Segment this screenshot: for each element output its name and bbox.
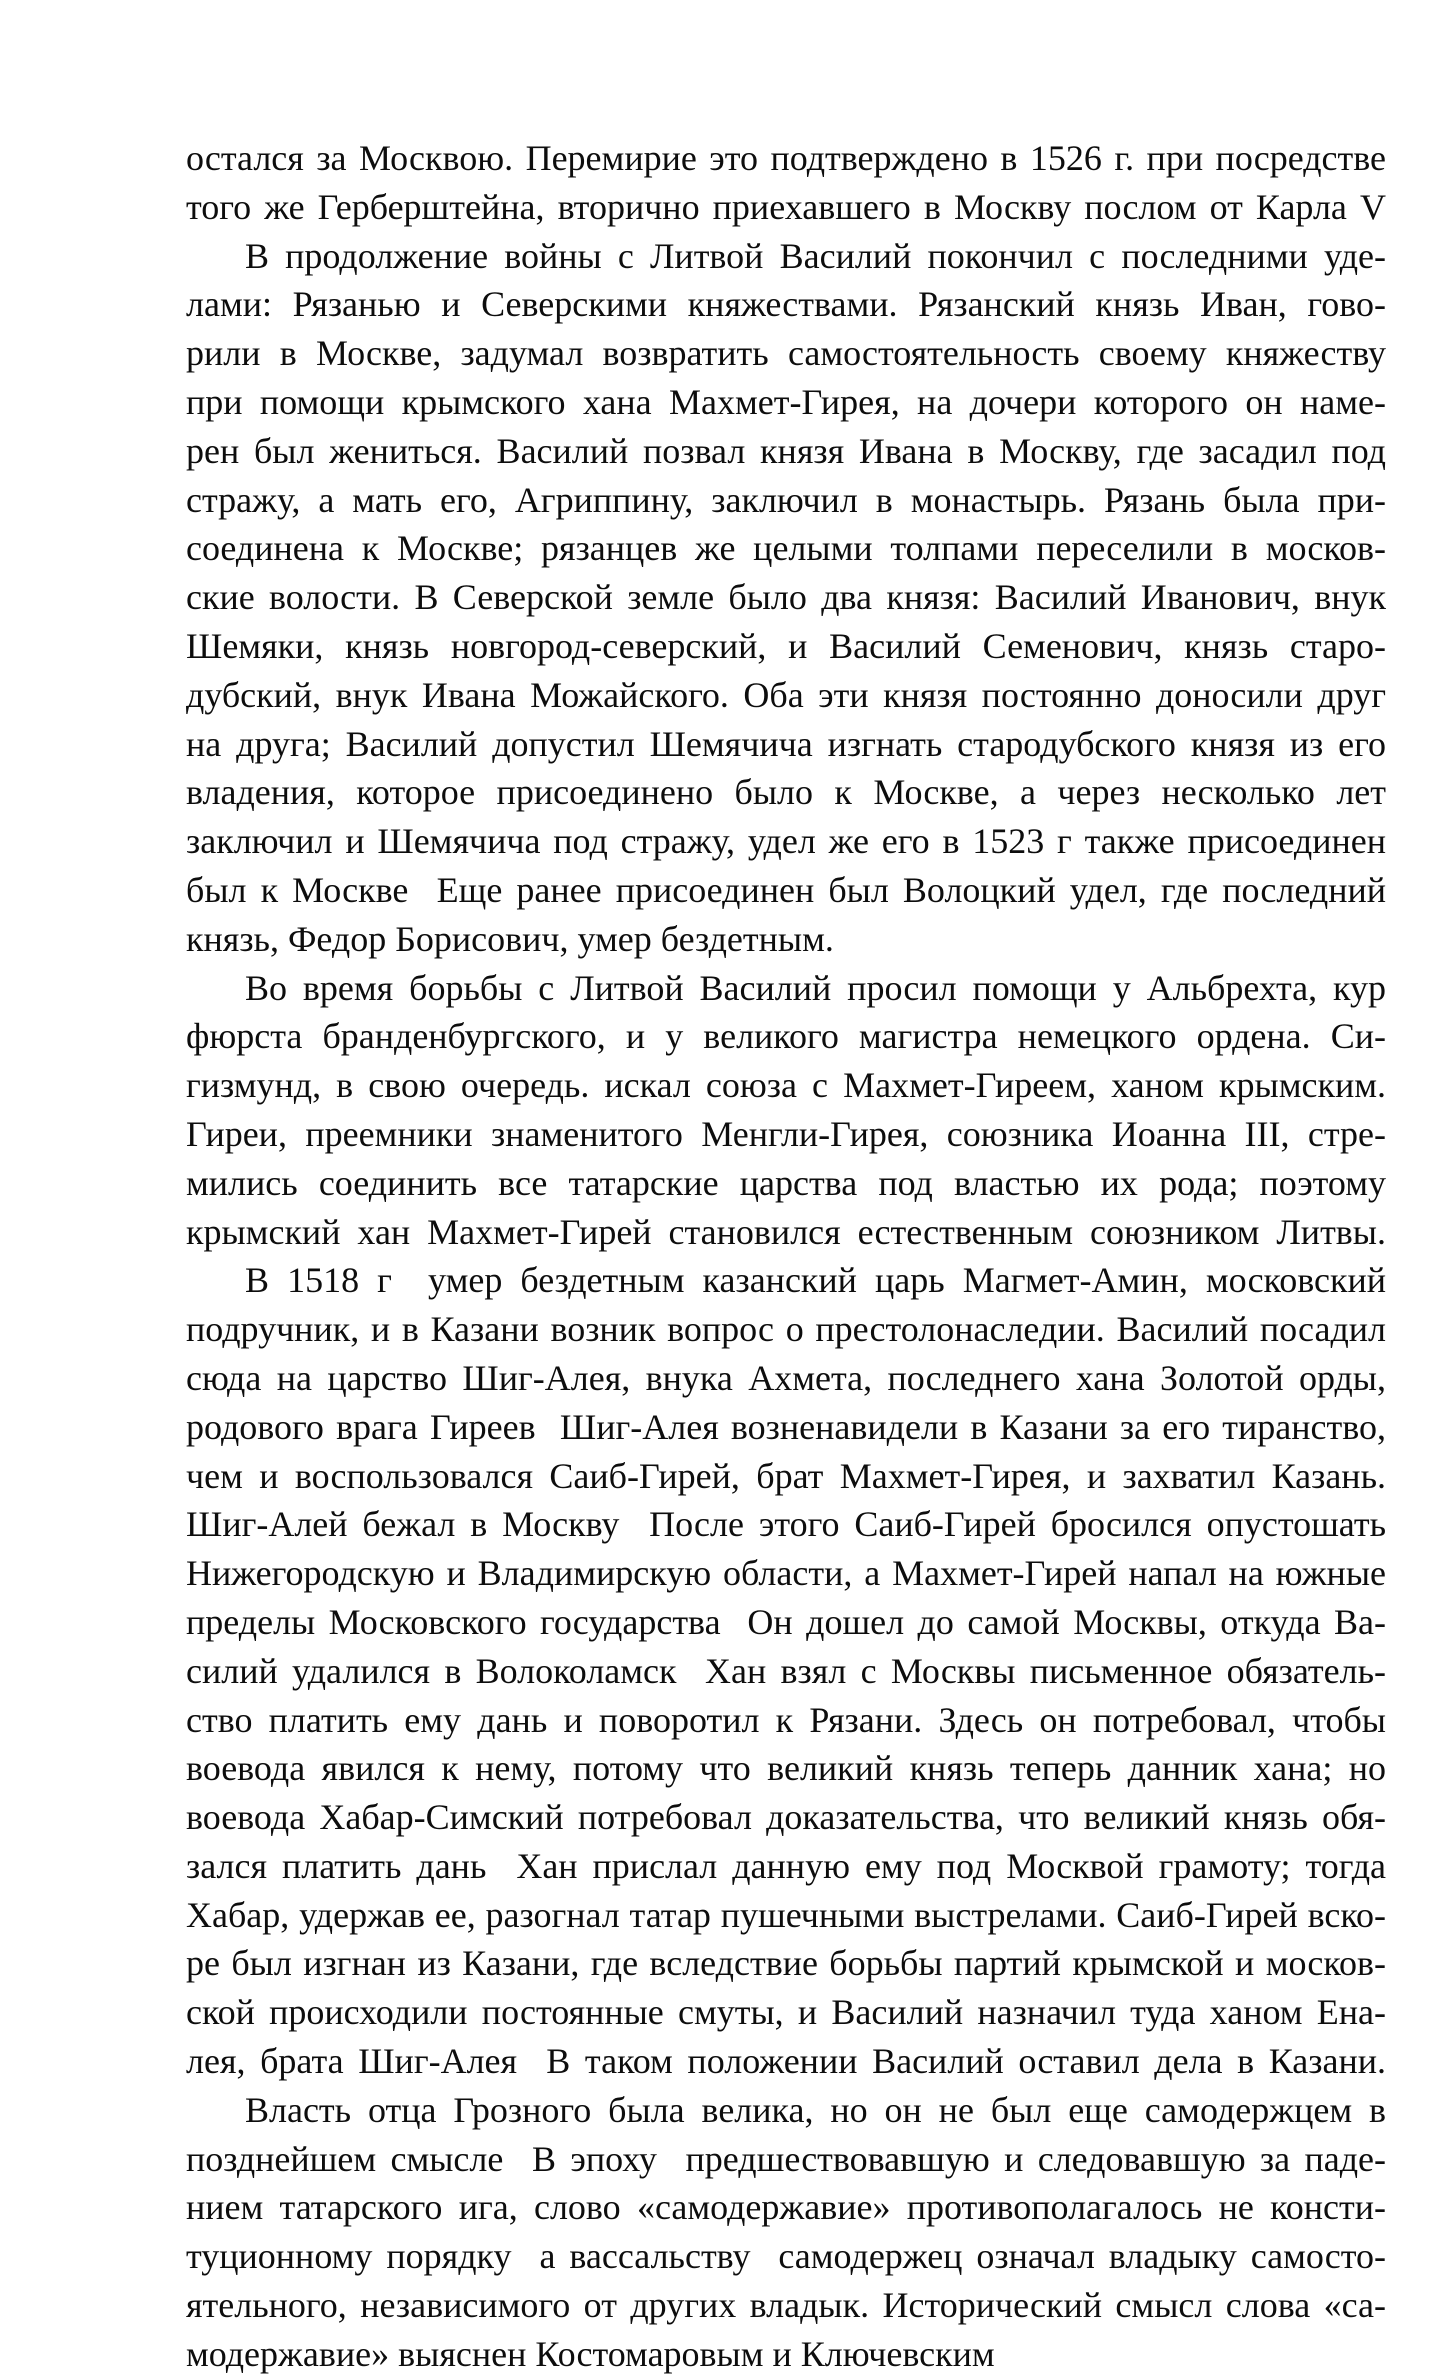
text-line: владения, которое присоединено было к Москве, а через несколько лет: [186, 772, 1386, 813]
paragraph: [186, 232, 1386, 964]
text-line: был к Москве Еще ранее присоединен был Волоцкий удел, где последний: [186, 869, 1386, 910]
text-line: ской происходили постоянные смуты, и Василий назначил туда ханом Ена-: [186, 1992, 1386, 2033]
text-line: воевода Хабар-Симский потребовал доказательства, что великий князь обя-: [186, 1797, 1386, 1838]
text-line: стражу, а мать его, Агриппину, заключил в монастырь. Рязань была при-: [186, 479, 1386, 520]
text-line: чем и воспользовался Саиб-Гирей, брат Махмет-Гирея, и захватил Казань.: [186, 1455, 1386, 1496]
text-line: подручник, и в Казани возник вопрос о престолонаследии. Василий посадил: [186, 1309, 1386, 1350]
page-text: [186, 134, 1386, 2379]
text-line: рен был жениться. Василий позвал князя Ивана в Москву, где засадил под: [186, 430, 1386, 471]
text-line: нием татарского ига, слово «самодержавие» противополагалось не консти-: [186, 2187, 1386, 2228]
text-line: лея, брата Шиг-Алея В таком положении Василий оставил дела в Казани.: [186, 2041, 1386, 2082]
text-line: крымский хан Махмет-Гирей становился естественным союзником Литвы.: [186, 1211, 1386, 1252]
text-line: гизмунд, в свою очередь. искал союза с Махмет-Гиреем, ханом крымским.: [186, 1065, 1386, 1106]
text-line: пределы Московского государства Он дошел до самой Москвы, откуда Ва-: [186, 1601, 1386, 1642]
text-line: Гиреи, преемники знаменитого Менгли-Гирея, союзника Иоанна III, стре-: [186, 1113, 1386, 1154]
text-line: ятельного, независимого от других владык. Исторический смысл слова «са-: [186, 2285, 1386, 2326]
text-line: сюда на царство Шиг-Алея, внука Ахмета, последнего хана Золотой орды,: [186, 1357, 1386, 1398]
text-line: лами: Рязанью и Северскими княжествами. Рязанский князь Иван, гово-: [186, 284, 1386, 325]
paragraph: [186, 2086, 1386, 2379]
text-line: Нижегородскую и Владимирскую области, а Махмет-Гирей напал на южные: [186, 1553, 1386, 1594]
text-line: при помощи крымского хана Махмет-Гирея, на дочери которого он наме-: [186, 381, 1386, 422]
text-line: ре был изгнан из Казани, где вследствие борьбы партий крымской и москов-: [186, 1943, 1386, 1984]
text-line: зался платить дань Хан прислал данную ему под Москвой грамоту; тогда: [186, 1845, 1386, 1886]
text-line: остался за Москвою. Перемирие это подтверждено в 1526 г. при посредстве: [186, 138, 1386, 178]
text-line: того же Герберштейна, вторично приехавшего в Москву послом от Карла V: [186, 186, 1386, 227]
text-line: модержавие» выяснен Костомаровым и Ключевским: [186, 2333, 995, 2374]
text-line: на друга; Василий допустил Шемячича изгнать стародубского князя из его: [186, 723, 1386, 764]
text-line: соединена к Москве; рязанцев же целыми толпами переселили в москов-: [186, 528, 1386, 569]
text-line: Во время борьбы с Литвой Василий просил помощи у Альбрехта, кур: [245, 967, 1386, 1008]
text-line: воевода явился к нему, потому что великий князь теперь данник хана; но: [186, 1748, 1386, 1789]
text-line: ство платить ему дань и поворотил к Рязани. Здесь он потребовал, чтобы: [186, 1699, 1386, 1740]
text-line: рили в Москве, задумал возвратить самостоятельность своему княжеству: [186, 333, 1386, 374]
text-line: В 1518 г умер бездетным казанский царь Магмет-Амин, московский: [245, 1260, 1386, 1301]
text-line: мились соединить все татарские царства под властью их рода; поэтому: [186, 1162, 1386, 1203]
text-line: Хабар, удержав ее, разогнал татар пушечными выстрелами. Саиб-Гирей вско-: [186, 1894, 1386, 1935]
paragraph: [186, 1256, 1386, 2086]
text-line: фюрста бранденбургского, и у великого магистра немецкого ордена. Си-: [186, 1016, 1386, 1057]
paragraph: [186, 134, 1386, 232]
text-line: силий удалился в Волоколамск Хан взял с Москвы письменное обязатель-: [186, 1650, 1386, 1691]
text-line: туционному порядку а вассальству самодержец означал владыку самосто-: [186, 2236, 1386, 2277]
paragraph: [186, 964, 1386, 1257]
text-line: заключил и Шемячича под стражу, удел же его в 1523 г также присоединен: [186, 821, 1386, 862]
text-line: князь, Федор Борисович, умер бездетным.: [186, 918, 834, 959]
text-line: позднейшем смысле В эпоху предшествовавшую и следовавшую за паде-: [186, 2138, 1386, 2179]
text-line: Шиг-Алей бежал в Москву После этого Саиб-Гирей бросился опустошать: [186, 1504, 1386, 1545]
text-line: Шемяки, князь новгород-северский, и Василий Семенович, князь старо-: [186, 625, 1386, 666]
text-line: ские волости. В Северской земле было два князя: Василий Иванович, внук: [186, 577, 1386, 618]
text-line: Власть отца Грозного была велика, но он не был еще самодержцем в: [245, 2089, 1386, 2130]
text-line: дубский, внук Ивана Можайского. Оба эти князя постоянно доносили друг: [186, 674, 1386, 715]
text-line: родового врага Гиреев Шиг-Алея возненавидели в Казани за его тиранство,: [186, 1406, 1386, 1447]
text-line: В продолжение войны с Литвой Василий покончил с последними уде-: [245, 235, 1386, 276]
